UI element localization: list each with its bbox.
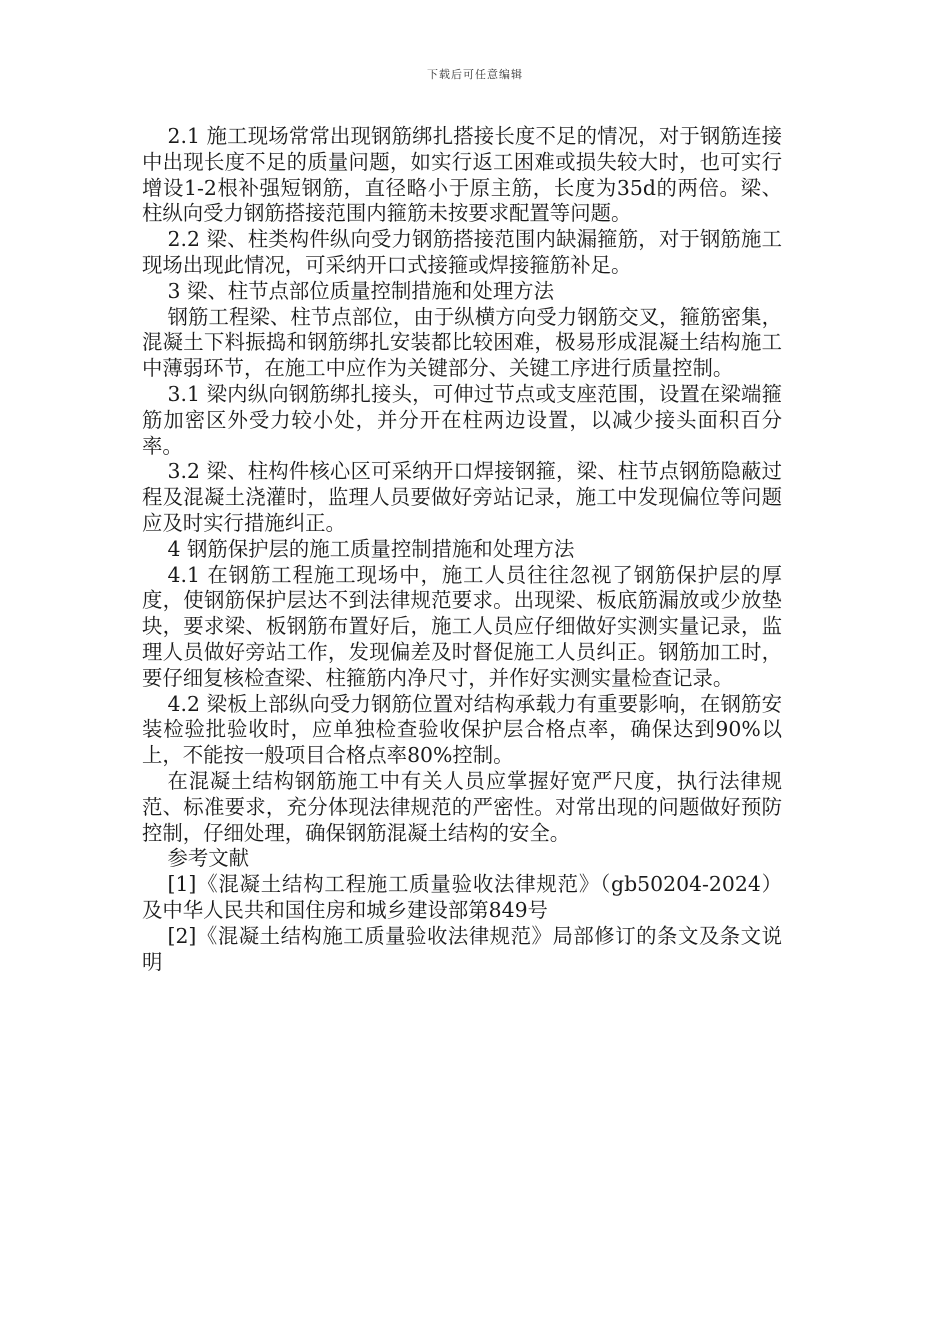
paragraph-4-1: 4.1 在钢筋工程施工现场中，施工人员往往忽视了钢筋保护层的厚度，使钢筋保护层达不到法律规范要求。出现梁、板底筋漏放或少放垫块，要求梁、板钢筋布置好后，施工人员应仔细做好实测实量记录，监理人员做好旁站工作，发现偏差及时督促施工人员纠正。钢筋加工时，要仔细复核检查梁、柱箍筋内净尺寸，并作好实测实量检查记录。 bbox=[142, 562, 782, 690]
paragraph-conclusion: 在混凝土结构钢筋施工中有关人员应掌握好宽严尺度，执行法律规范、标准要求，充分体现法律规范的严密性。对常出现的问题做好预防控制，仔细处理，确保钢筋混凝土结构的安全。 bbox=[142, 768, 782, 845]
section-heading-3: 3 梁、柱节点部位质量控制措施和处理方法 bbox=[167, 278, 554, 303]
page-header: 下载后可任意编辑 bbox=[427, 68, 523, 81]
reference-item-2: [2]《混凝土结构施工质量验收法律规范》局部修订的条文及条文说明 bbox=[142, 923, 782, 974]
paragraph-3-2: 3.2 梁、柱构件核心区可采纳开口焊接钢箍，梁、柱节点钢筋隐蔽过程及混凝土浇灌时，监理人员要做好旁站记录，施工中发现偏位等问题应及时实行措施纠正。 bbox=[142, 459, 782, 535]
section-heading-4: 4 钢筋保护层的施工质量控制措施和处理方法 bbox=[167, 536, 575, 561]
paragraph-3-1: 3.1 梁内纵向钢筋绑扎接头，可伸过节点或支座范围，设置在梁端箍筋加密区外受力较小处，并分开在柱两边设置，以减少接头面积百分率。 bbox=[142, 381, 782, 458]
paragraph-4-2: 4.2 梁板上部纵向受力钢筋位置对结构承载力有重要影响，在钢筋安装检验批验收时，应单独检查验收保护层合格点率，确保达到90%以上，不能按一般项目合格点率80%控制。 bbox=[142, 691, 782, 768]
paragraph-2-2: 2.2 梁、柱类构件纵向受力钢筋搭接范围内缺漏箍筋，对于钢筋施工现场出现此情况，可采纳开口式接箍或焊接箍筋补足。 bbox=[142, 227, 782, 277]
references-heading: 参考文献 bbox=[167, 846, 250, 871]
paragraph-3-intro: 钢筋工程梁、柱节点部位，由于纵横方向受力钢筋交叉，箍筋密集，混凝土下料振捣和钢筋绑扎安装都比较困难，极易形成混凝土结构施工中薄弱环节，在施工中应作为关键部分、关键工序进行质量控制。 bbox=[142, 304, 782, 381]
paragraph-2-1: 2.1 施工现场常常出现钢筋绑扎搭接长度不足的情况，对于钢筋连接中出现长度不足的质量问题，如实行返工困难或损失较大时，也可实行增设1-2根补强短钢筋，直径略小于原主筋，长度为35d的两倍。梁、柱纵向受力钢筋搭接范围内箍筋未按要求配置等问题。 bbox=[142, 124, 782, 226]
document-body bbox=[142, 124, 782, 975]
reference-item-1: [1]《混凝土结构工程施工质量验收法律规范》（gb50204-2024）及中华人民共和国住房和城乡建设部第849号 bbox=[142, 872, 782, 922]
